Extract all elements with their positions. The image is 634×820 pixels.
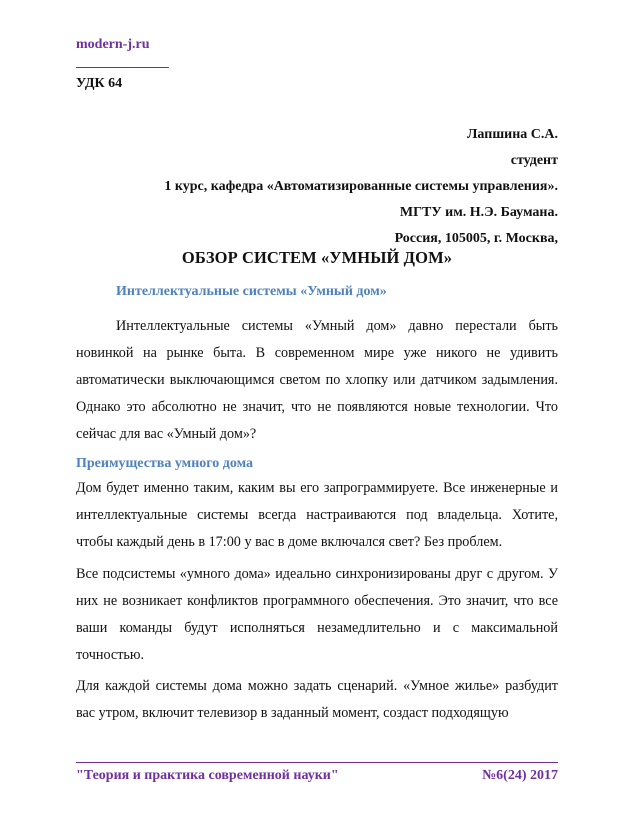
author-address: Россия, 105005, г. Москва,	[394, 231, 558, 246]
header-divider	[76, 67, 169, 68]
site-url[interactable]: modern-j.ru	[76, 37, 150, 52]
intro-paragraph: Интеллектуальные системы «Умный дом» давно перестали быть новинкой на рынке быта. В современном мире уже никого не удивить автоматически выключающимся светом по хлопку или датчиком задымления. Однако это абсолютно не значит, что не появляются новые технологии. Что сейчас для вас «Умный дом»?	[76, 318, 558, 442]
journal-issue: №6(24) 2017	[482, 768, 558, 783]
section-heading: Преимущества умного дома	[76, 456, 254, 471]
paragraph-1: Дом будет именно таким, каким вы его запрограммируете. Все инженерные и интеллектуальные системы всегда настраиваются под владельца. Хотите, чтобы каждый день в 17:00 у вас в доме включался свет? Без проблем.	[76, 480, 558, 550]
author-position: студент	[510, 153, 558, 168]
footer-divider	[76, 762, 558, 763]
paragraph-2: Все подсистемы «умного дома» идеально синхронизированы друг с другом. У них не возникает конфликтов программного обеспечения. Это значит, что все ваши команды будут исполняться незамедлительно и с максимальной точностью.	[76, 566, 558, 663]
author-name: Лапшина С.А.	[467, 127, 558, 142]
article-subtitle: Интеллектуальные системы «Умный дом»	[116, 284, 387, 299]
udk-code: УДК 64	[76, 76, 123, 91]
author-department: 1 курс, кафедра «Автоматизированные системы управления».	[164, 179, 558, 194]
article-title: ОБЗОР СИСТЕМ «УМНЫЙ ДОМ»	[181, 248, 453, 267]
paragraph-3: Для каждой системы дома можно задать сценарий. «Умное жилье» разбудит вас утром, включит телевизор в заданный момент, создаст подходящую	[76, 678, 558, 721]
journal-name: "Теория и практика современной науки"	[76, 768, 339, 783]
author-university: МГТУ им. Н.Э. Баумана.	[399, 205, 558, 220]
